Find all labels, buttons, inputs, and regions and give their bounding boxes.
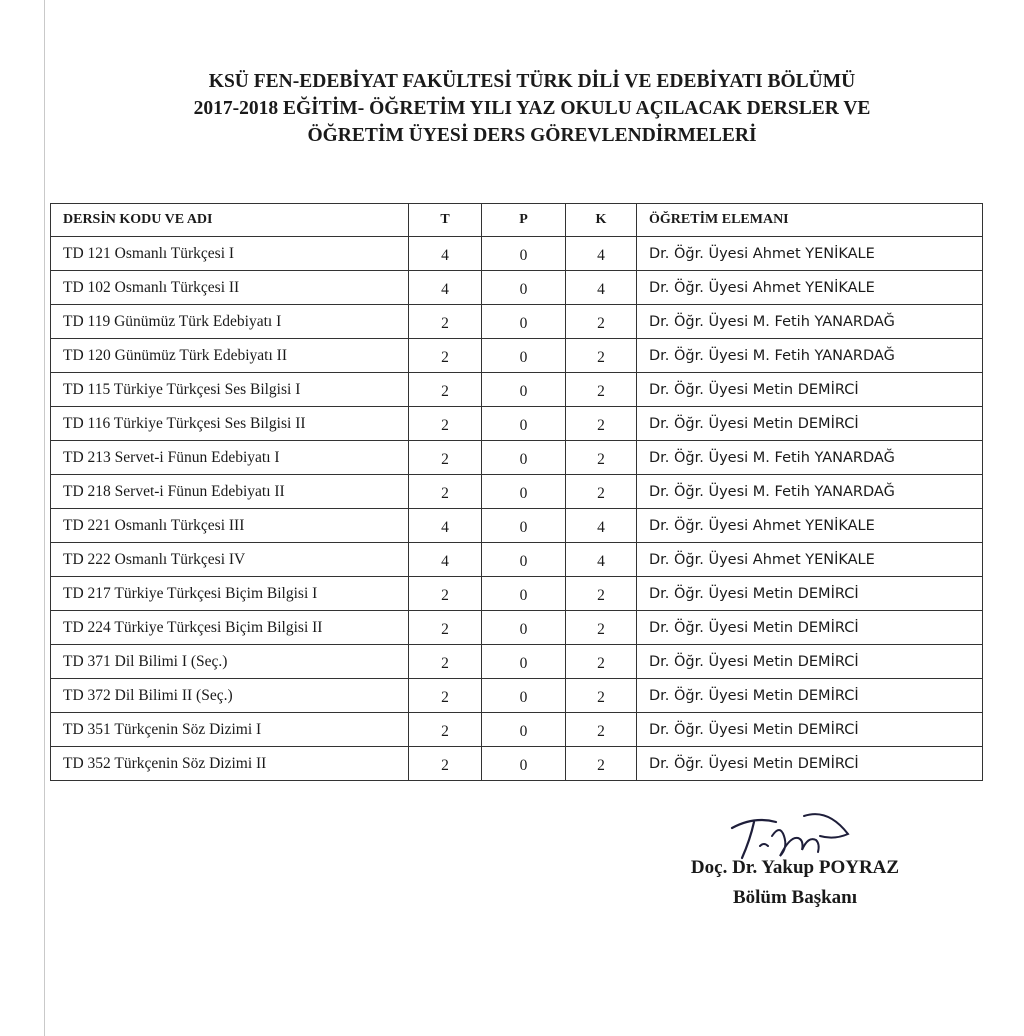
credit-k-cell: 2 <box>566 645 637 679</box>
course-name-cell: TD 222 Osmanlı Türkçesi IV <box>51 543 409 577</box>
credit-t-cell: 2 <box>409 305 482 339</box>
credit-k-cell: 2 <box>566 441 637 475</box>
instructor-cell: Dr. Öğr. Üyesi Metin DEMİRCİ <box>637 747 983 781</box>
course-name-cell: TD 218 Servet-i Fünun Edebiyatı II <box>51 475 409 509</box>
course-name-cell: TD 213 Servet-i Fünun Edebiyatı I <box>51 441 409 475</box>
credit-k-cell: 2 <box>566 305 637 339</box>
credit-p-cell: 0 <box>482 611 566 645</box>
instructor-cell: Dr. Öğr. Üyesi Metin DEMİRCİ <box>637 407 983 441</box>
course-name-cell: TD 116 Türkiye Türkçesi Ses Bilgisi II <box>51 407 409 441</box>
credit-t-cell: 4 <box>409 237 482 271</box>
table-row <box>51 475 983 509</box>
credit-t-cell: 2 <box>409 713 482 747</box>
table-row <box>51 441 983 475</box>
table-header-row <box>51 204 983 237</box>
course-table <box>50 203 983 781</box>
credit-k-cell: 2 <box>566 475 637 509</box>
credit-k-cell: 2 <box>566 611 637 645</box>
credit-k-cell: 2 <box>566 577 637 611</box>
header-t: T <box>409 204 482 237</box>
course-name-cell: TD 372 Dil Bilimi II (Seç.) <box>51 679 409 713</box>
instructor-cell: Dr. Öğr. Üyesi Ahmet YENİKALE <box>637 543 983 577</box>
table-row <box>51 305 983 339</box>
page-margin-line <box>44 0 45 1036</box>
signatory-name: Doç. Dr. Yakup POYRAZ <box>690 857 900 878</box>
credit-t-cell: 2 <box>409 407 482 441</box>
course-name-cell: TD 115 Türkiye Türkçesi Ses Bilgisi I <box>51 373 409 407</box>
instructor-cell: Dr. Öğr. Üyesi Metin DEMİRCİ <box>637 713 983 747</box>
header-staff: ÖĞRETİM ELEMANI <box>637 204 983 237</box>
table-row <box>51 509 983 543</box>
credit-p-cell: 0 <box>482 441 566 475</box>
course-name-cell: TD 352 Türkçenin Söz Dizimi II <box>51 747 409 781</box>
instructor-cell: Dr. Öğr. Üyesi Metin DEMİRCİ <box>637 611 983 645</box>
table-row <box>51 611 983 645</box>
credit-t-cell: 2 <box>409 645 482 679</box>
credit-t-cell: 2 <box>409 441 482 475</box>
course-name-cell: TD 221 Osmanlı Türkçesi III <box>51 509 409 543</box>
table-row <box>51 339 983 373</box>
credit-t-cell: 2 <box>409 339 482 373</box>
credit-k-cell: 2 <box>566 407 637 441</box>
course-name-cell: TD 120 Günümüz Türk Edebiyatı II <box>51 339 409 373</box>
header-p: P <box>482 204 566 237</box>
table-row <box>51 747 983 781</box>
course-name-cell: TD 119 Günümüz Türk Edebiyatı I <box>51 305 409 339</box>
credit-p-cell: 0 <box>482 373 566 407</box>
course-name-cell: TD 371 Dil Bilimi I (Seç.) <box>51 645 409 679</box>
credit-t-cell: 2 <box>409 679 482 713</box>
credit-k-cell: 4 <box>566 509 637 543</box>
instructor-cell: Dr. Öğr. Üyesi M. Fetih YANARDAĞ <box>637 339 983 373</box>
credit-k-cell: 2 <box>566 679 637 713</box>
document-title <box>60 68 1004 149</box>
table-body <box>51 237 983 781</box>
credit-k-cell: 4 <box>566 237 637 271</box>
header-course: DERSİN KODU VE ADI <box>51 204 409 237</box>
credit-k-cell: 4 <box>566 271 637 305</box>
instructor-cell: Dr. Öğr. Üyesi Metin DEMİRCİ <box>637 577 983 611</box>
credit-p-cell: 0 <box>482 679 566 713</box>
credit-t-cell: 2 <box>409 611 482 645</box>
credit-k-cell: 2 <box>566 373 637 407</box>
table-row <box>51 679 983 713</box>
header-k: K <box>566 204 637 237</box>
credit-p-cell: 0 <box>482 543 566 577</box>
credit-t-cell: 2 <box>409 373 482 407</box>
instructor-cell: Dr. Öğr. Üyesi Metin DEMİRCİ <box>637 679 983 713</box>
table-row <box>51 645 983 679</box>
credit-t-cell: 2 <box>409 747 482 781</box>
table-row <box>51 543 983 577</box>
credit-t-cell: 4 <box>409 543 482 577</box>
credit-p-cell: 0 <box>482 577 566 611</box>
credit-k-cell: 2 <box>566 339 637 373</box>
title-line-1: KSÜ FEN-EDEBİYAT FAKÜLTESİ TÜRK DİLİ VE EDEBİYATI BÖLÜMÜ <box>208 71 856 92</box>
instructor-cell: Dr. Öğr. Üyesi Ahmet YENİKALE <box>637 509 983 543</box>
instructor-cell: Dr. Öğr. Üyesi Metin DEMİRCİ <box>637 645 983 679</box>
credit-p-cell: 0 <box>482 747 566 781</box>
credit-p-cell: 0 <box>482 305 566 339</box>
course-name-cell: TD 351 Türkçenin Söz Dizimi I <box>51 713 409 747</box>
credit-t-cell: 4 <box>409 271 482 305</box>
credit-k-cell: 2 <box>566 747 637 781</box>
credit-p-cell: 0 <box>482 237 566 271</box>
credit-p-cell: 0 <box>482 509 566 543</box>
table-row <box>51 407 983 441</box>
credit-p-cell: 0 <box>482 271 566 305</box>
course-name-cell: TD 224 Türkiye Türkçesi Biçim Bilgisi II <box>51 611 409 645</box>
credit-t-cell: 2 <box>409 577 482 611</box>
title-line-3: ÖĞRETİM ÜYESİ DERS GÖREVLENDİRMELERİ <box>307 125 757 146</box>
course-name-cell: TD 217 Türkiye Türkçesi Biçim Bilgisi I <box>51 577 409 611</box>
table-row <box>51 713 983 747</box>
credit-p-cell: 0 <box>482 339 566 373</box>
table-row <box>51 237 983 271</box>
signature-block <box>660 853 930 913</box>
table-row <box>51 271 983 305</box>
course-name-cell: TD 121 Osmanlı Türkçesi I <box>51 237 409 271</box>
credit-k-cell: 2 <box>566 713 637 747</box>
instructor-cell: Dr. Öğr. Üyesi Ahmet YENİKALE <box>637 237 983 271</box>
credit-p-cell: 0 <box>482 475 566 509</box>
instructor-cell: Dr. Öğr. Üyesi M. Fetih YANARDAĞ <box>637 475 983 509</box>
credit-p-cell: 0 <box>482 713 566 747</box>
table-row <box>51 577 983 611</box>
credit-k-cell: 4 <box>566 543 637 577</box>
course-name-cell: TD 102 Osmanlı Türkçesi II <box>51 271 409 305</box>
instructor-cell: Dr. Öğr. Üyesi Ahmet YENİKALE <box>637 271 983 305</box>
credit-t-cell: 4 <box>409 509 482 543</box>
table-row <box>51 373 983 407</box>
instructor-cell: Dr. Öğr. Üyesi M. Fetih YANARDAĞ <box>637 441 983 475</box>
credit-p-cell: 0 <box>482 407 566 441</box>
title-line-2: 2017-2018 EĞİTİM- ÖĞRETİM YILI YAZ OKULU AÇILACAK DERSLER VE <box>193 98 871 119</box>
instructor-cell: Dr. Öğr. Üyesi M. Fetih YANARDAĞ <box>637 305 983 339</box>
credit-t-cell: 2 <box>409 475 482 509</box>
instructor-cell: Dr. Öğr. Üyesi Metin DEMİRCİ <box>637 373 983 407</box>
credit-p-cell: 0 <box>482 645 566 679</box>
signatory-role: Bölüm Başkanı <box>732 887 858 908</box>
